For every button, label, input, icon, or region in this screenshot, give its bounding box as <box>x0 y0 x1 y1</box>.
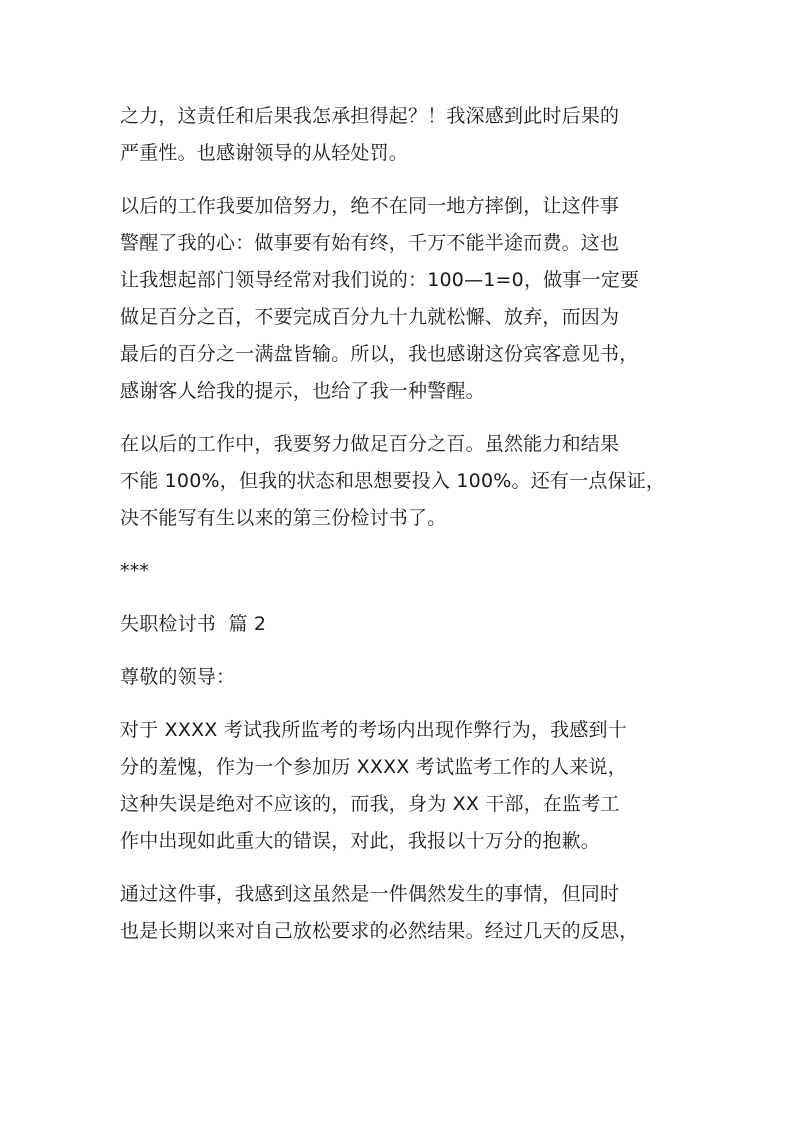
text-line: 让我想起部门领导经常对我们说的：100—1=0，做事一定要 <box>120 269 640 291</box>
paragraph-2 <box>120 188 680 410</box>
paragraph-1 <box>120 98 680 172</box>
text-line: 在以后的工作中，我要努力做足百分之百。虽然能力和结果 <box>120 433 620 455</box>
text-line: 严重性。也感谢领导的从轻处罚。 <box>120 142 409 164</box>
text-line: 感谢客人给我的提示，也给了我一种警醒。 <box>120 380 485 402</box>
text-line: 通过这件事，我感到这虽然是一件偶然发生的事情，但同时 <box>120 883 620 905</box>
text-line: 不能 100%，但我的状态和思想要投入 100%。还有一点保证， <box>120 470 666 492</box>
text-line: 之力，这责任和后果我怎承担得起？！我深感到此时后果的 <box>120 105 620 127</box>
section-title <box>120 606 680 643</box>
text-line: 作中出现如此重大的错误，对此，我报以十万分的抱歉。 <box>120 830 601 852</box>
section-title-text: 失职检讨书 篇 2 <box>120 613 267 635</box>
text-line: 也是长期以来对自己放松要求的必然结果。经过几天的反思， <box>120 920 639 942</box>
separator <box>120 553 680 590</box>
salutation-text: 尊敬的领导： <box>120 666 236 688</box>
text-line: 对于 XXXX 考试我所监考的考场内出现作弊行为，我感到十 <box>120 719 627 741</box>
paragraph-4 <box>120 712 680 860</box>
text-line: 这种失误是绝对不应该的，而我，身为 XX 干部，在监考工 <box>120 793 620 815</box>
paragraph-5 <box>120 876 680 950</box>
text-line: 最后的百分之一满盘皆输。所以，我也感谢这份宾客意见书， <box>120 343 639 365</box>
text-line: 决不能写有生以来的第三份检讨书了。 <box>120 507 447 529</box>
paragraph-3 <box>120 426 680 537</box>
salutation <box>120 659 680 696</box>
text-line: 做足百分之百，不要完成百分九十九就松懈、放弃，而因为 <box>120 306 620 328</box>
separator-text: *** <box>120 560 150 582</box>
text-line: 分的羞愧，作为一个参加历 XXXX 考试监考工作的人来说， <box>120 756 627 778</box>
text-line: 警醒了我的心：做事要有始有终，千万不能半途而费。这也 <box>120 232 620 254</box>
document-body <box>120 98 680 950</box>
text-line: 以后的工作我要加倍努力，绝不在同一地方摔倒，让这件事 <box>120 195 620 217</box>
